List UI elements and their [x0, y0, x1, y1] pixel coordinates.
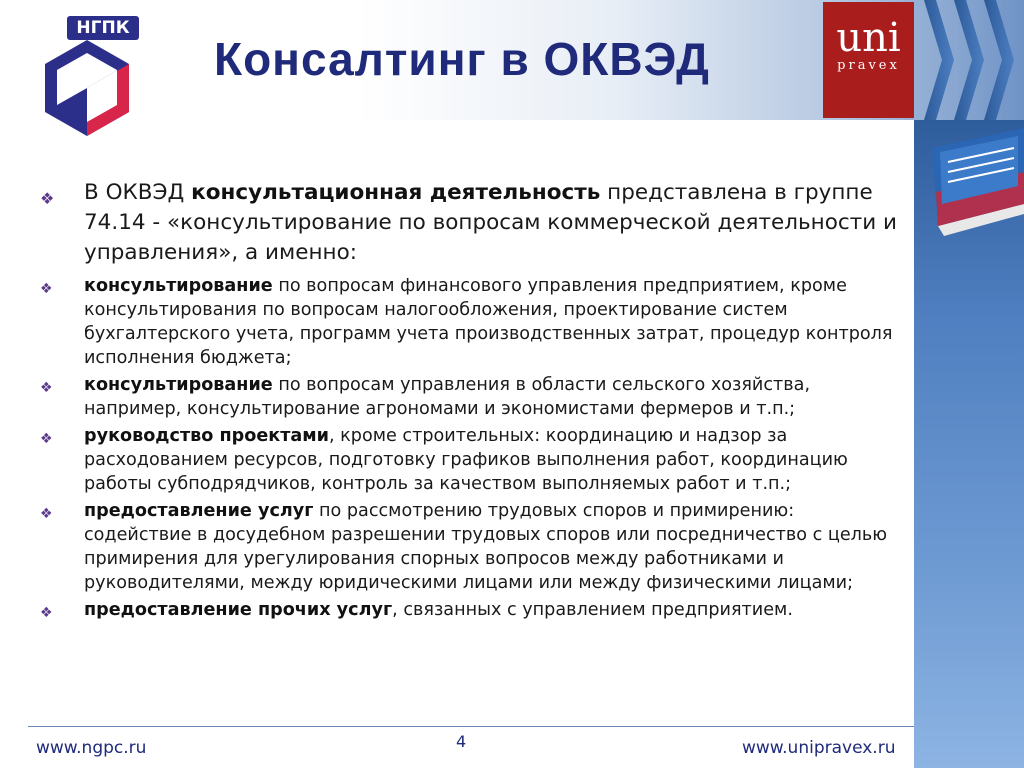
item-text: по вопросам финансового управления предприятием, кроме консультирования по вопросам налогообложения, проектирование систем бухгалтерского учета, программ учета производственных затрат, процедур контроля исполнения бюджета; [84, 276, 893, 368]
diamond-bullet-icon: ❖ [40, 506, 53, 522]
list-item [40, 598, 900, 622]
okved-book-image [918, 128, 1024, 236]
unipravex-logo [823, 2, 914, 118]
diamond-bullet-icon: ❖ [40, 431, 53, 447]
item-bold: руководство проектами [84, 426, 329, 446]
chevron-icon [924, 0, 954, 120]
ngpk-logo [12, 6, 162, 156]
diamond-bullet-icon: ❖ [40, 380, 53, 396]
list-item [40, 499, 900, 595]
intro-post: представлена в группе 74.14 - «консультирование по вопросам коммерческой деятельности и управления», а именно: [84, 180, 897, 265]
main-content [40, 178, 900, 625]
logo-tag: НГПК [67, 16, 139, 40]
item-text: , кроме строительных: координацию и надзор за расходованием ресурсов, подготовку графиков выполнения работ, координацию работы субподрядчиков, контроль за качеством выполняемых работ и т.п.; [84, 426, 848, 494]
book-cover-icon [918, 128, 1024, 236]
logo-sub-text: pravex [837, 58, 900, 73]
list-item [40, 274, 900, 370]
intro-pre: В ОКВЭД [84, 180, 192, 205]
intro-item [40, 178, 900, 268]
diamond-bullet-icon: ❖ [40, 189, 55, 208]
list-item [40, 424, 900, 496]
page-number: 4 [456, 732, 467, 751]
page-title: Консалтинг в ОКВЭД [214, 33, 710, 85]
logo-main-text: uni [836, 15, 901, 61]
item-text: по рассмотрению трудовых споров и примирению: содействие в досудебном разрешении трудовых споров или посредничество с целью примирения для урегулирования спорных вопросов между работниками и руководителями, между юридическими лицами или между физическими лицами; [84, 501, 888, 593]
chevron-icon [954, 0, 984, 120]
chevron-icon [984, 0, 1014, 120]
footer-right-link[interactable]: www.unipravex.ru [742, 738, 896, 758]
footer-left-link[interactable]: www.ngpc.ru [36, 738, 147, 758]
list-item [40, 373, 900, 421]
item-bold: предоставление прочих услуг [84, 600, 393, 620]
footer-divider [28, 726, 914, 727]
item-bold: консультирование [84, 276, 273, 296]
diamond-bullet-icon: ❖ [40, 281, 53, 297]
item-text: , связанных с управлением предприятием. [392, 600, 793, 620]
chevron-decoration [914, 0, 1024, 120]
diamond-bullet-icon: ❖ [40, 605, 53, 621]
intro-bold: консультационная деятельность [191, 180, 601, 205]
item-bold: предоставление услуг [84, 501, 314, 521]
item-bold: консультирование [84, 375, 273, 395]
item-text: по вопросам управления в области сельского хозяйства, например, консультирование агрономами и экономистами фермеров и т.п.; [84, 375, 811, 419]
